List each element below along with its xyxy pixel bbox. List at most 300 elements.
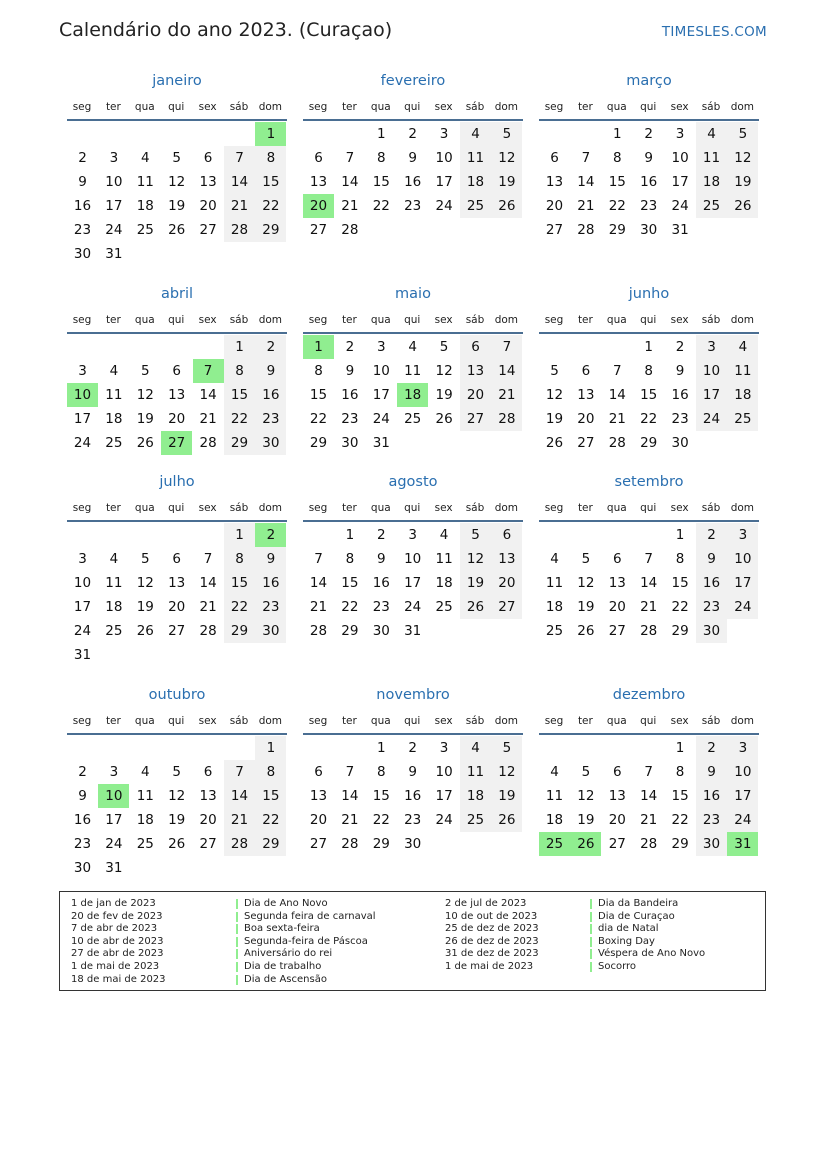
month-name: agosto bbox=[388, 474, 438, 490]
day-cell: 18 bbox=[460, 784, 491, 808]
month-name: janeiro bbox=[152, 73, 202, 89]
day-cell: 11 bbox=[136, 174, 154, 190]
legend-date: 31 de dez de 2023 bbox=[445, 948, 539, 960]
day-cell: 16 bbox=[73, 198, 92, 214]
holiday-marker bbox=[236, 975, 238, 985]
legend-holiday-label: Segunda-feira de Páscoa bbox=[244, 935, 368, 947]
day-cell: 19 bbox=[136, 411, 154, 427]
weekday-header: qua bbox=[134, 715, 155, 727]
day-cell: 8 bbox=[377, 764, 386, 780]
day-cell: 11 bbox=[545, 575, 564, 591]
day-cell: 29 bbox=[640, 435, 658, 451]
day-cell: 3 bbox=[78, 363, 87, 379]
month-divider bbox=[67, 332, 287, 334]
day-cell: 10 bbox=[404, 551, 422, 567]
day-cell: 3 bbox=[109, 150, 119, 166]
day-cell: 17 bbox=[696, 383, 727, 407]
day-cell: 24 bbox=[105, 836, 123, 852]
day-cell: 28 bbox=[224, 218, 255, 242]
day-cell: 4 bbox=[460, 736, 491, 760]
day-cell: 9 bbox=[644, 150, 653, 166]
weekday-header: sáb bbox=[465, 715, 485, 727]
month-divider bbox=[67, 733, 287, 735]
day-cell: 11 bbox=[105, 575, 123, 591]
day-cell: 24 bbox=[435, 198, 453, 214]
month-name: abril bbox=[160, 286, 194, 302]
day-cell: 4 bbox=[550, 764, 559, 780]
day-cell: 8 bbox=[255, 760, 286, 784]
day-cell: 25 bbox=[545, 623, 564, 639]
legend-holiday-name bbox=[236, 923, 376, 936]
day-cell: 16 bbox=[696, 784, 727, 808]
day-cell: 7 bbox=[224, 146, 255, 170]
legend-dates-left bbox=[71, 898, 166, 986]
day-cell: 2 bbox=[78, 150, 87, 166]
day-cell: 12 bbox=[727, 146, 758, 170]
day-cell: 28 bbox=[341, 836, 359, 852]
day-cell: 16 bbox=[255, 571, 286, 595]
day-cell: 13 bbox=[460, 359, 491, 383]
legend-holiday-name bbox=[590, 948, 705, 961]
day-cell: 5 bbox=[172, 150, 181, 166]
day-cell: 14 bbox=[608, 387, 626, 403]
day-cell: 5 bbox=[550, 363, 559, 379]
day-cell: 27 bbox=[309, 222, 328, 238]
day-cell: 14 bbox=[199, 575, 217, 591]
weekday-header: qui bbox=[640, 101, 657, 113]
day-cell: 2 bbox=[78, 764, 87, 780]
day-cell: 18 bbox=[105, 599, 123, 615]
day-cell: 21 bbox=[224, 808, 255, 832]
legend-date: 1 de mai de 2023 bbox=[445, 960, 534, 972]
holiday-day-cell: 1 bbox=[255, 122, 286, 146]
day-cell: 12 bbox=[168, 174, 186, 190]
weekday-header: qui bbox=[640, 314, 657, 326]
day-cell: 9 bbox=[696, 547, 727, 571]
day-cell: 19 bbox=[168, 812, 186, 828]
day-cell: 11 bbox=[460, 760, 491, 784]
day-cell: 14 bbox=[577, 174, 595, 190]
weekday-header: sáb bbox=[701, 314, 721, 326]
day-cell: 10 bbox=[671, 150, 689, 166]
day-cell: 30 bbox=[255, 619, 286, 643]
legend-dates-right bbox=[445, 898, 539, 974]
day-cell: 4 bbox=[439, 527, 449, 543]
day-cell: 20 bbox=[491, 571, 522, 595]
day-cell: 13 bbox=[199, 174, 217, 190]
weekday-header: ter bbox=[341, 314, 357, 326]
day-cell: 13 bbox=[491, 547, 522, 571]
legend-holiday-name bbox=[236, 936, 376, 949]
day-cell: 12 bbox=[136, 575, 154, 591]
day-cell: 28 bbox=[309, 623, 328, 639]
weekday-header: qua bbox=[370, 101, 391, 113]
day-cell: 12 bbox=[136, 387, 154, 403]
weekday-header: sex bbox=[198, 314, 217, 326]
holiday-marker bbox=[590, 949, 592, 959]
day-cell: 27 bbox=[545, 222, 564, 238]
day-cell: 17 bbox=[727, 784, 758, 808]
day-cell: 26 bbox=[136, 435, 154, 451]
weekday-header: qua bbox=[370, 314, 391, 326]
day-cell: 11 bbox=[696, 146, 727, 170]
day-cell: 12 bbox=[545, 387, 564, 403]
day-cell: 28 bbox=[224, 832, 255, 856]
day-cell: 22 bbox=[640, 411, 658, 427]
legend-holiday-name bbox=[590, 923, 705, 936]
holiday-marker bbox=[236, 912, 238, 922]
day-cell: 22 bbox=[255, 808, 286, 832]
day-cell: 7 bbox=[224, 760, 255, 784]
day-cell: 5 bbox=[581, 764, 591, 780]
day-cell: 25 bbox=[136, 222, 154, 238]
day-cell: 19 bbox=[727, 170, 758, 194]
day-cell: 20 bbox=[168, 599, 186, 615]
weekday-header: sáb bbox=[701, 715, 721, 727]
day-cell: 11 bbox=[105, 387, 123, 403]
holiday-marker bbox=[236, 962, 238, 972]
holiday-day-cell: 20 bbox=[303, 194, 334, 218]
month-name: julho bbox=[159, 474, 195, 490]
day-cell: 23 bbox=[404, 812, 422, 828]
legend-holiday-label: Dia de trabalho bbox=[244, 960, 322, 972]
day-cell: 26 bbox=[168, 222, 186, 238]
weekday-header: ter bbox=[577, 715, 593, 727]
day-cell: 10 bbox=[372, 363, 390, 379]
day-cell: 20 bbox=[460, 383, 491, 407]
day-cell: 6 bbox=[491, 523, 522, 547]
weekday-header: sex bbox=[670, 314, 689, 326]
day-cell: 5 bbox=[460, 523, 491, 547]
day-cell: 8 bbox=[644, 363, 653, 379]
weekday-header: qua bbox=[370, 502, 391, 514]
weekday-header: sáb bbox=[229, 715, 249, 727]
weekday-header: dom bbox=[258, 314, 283, 326]
day-cell: 6 bbox=[172, 363, 181, 379]
month-name: março bbox=[626, 73, 672, 89]
day-cell: 11 bbox=[136, 788, 154, 804]
day-cell: 9 bbox=[675, 363, 685, 379]
day-cell: 27 bbox=[199, 222, 217, 238]
weekday-header: qui bbox=[640, 715, 657, 727]
day-cell: 18 bbox=[435, 575, 453, 591]
day-cell: 16 bbox=[255, 383, 286, 407]
day-cell: 23 bbox=[671, 411, 689, 427]
legend-date: 27 de abr de 2023 bbox=[71, 948, 164, 960]
legend-holiday-label: Boa sexta-feira bbox=[244, 923, 320, 935]
day-cell: 3 bbox=[675, 126, 685, 142]
day-cell: 21 bbox=[341, 812, 359, 828]
day-cell: 14 bbox=[341, 788, 359, 804]
day-cell: 19 bbox=[545, 411, 564, 427]
day-cell: 21 bbox=[341, 198, 359, 214]
weekday-header: sáb bbox=[465, 502, 485, 514]
weekday-header: dom bbox=[494, 715, 519, 727]
day-cell: 6 bbox=[172, 551, 181, 567]
day-cell: 21 bbox=[309, 599, 328, 615]
day-cell: 17 bbox=[105, 198, 123, 214]
legend-date: 10 de out de 2023 bbox=[445, 910, 538, 922]
weekday-header: ter bbox=[105, 502, 121, 514]
day-cell: 15 bbox=[224, 383, 255, 407]
day-cell: 5 bbox=[581, 551, 591, 567]
weekday-header: qui bbox=[168, 502, 185, 514]
day-cell: 9 bbox=[696, 760, 727, 784]
day-cell: 14 bbox=[640, 788, 658, 804]
day-cell: 23 bbox=[73, 222, 92, 238]
day-cell: 3 bbox=[109, 764, 119, 780]
month-divider bbox=[539, 733, 759, 735]
day-cell: 1 bbox=[675, 527, 685, 543]
day-cell: 15 bbox=[372, 174, 390, 190]
day-cell: 16 bbox=[696, 571, 727, 595]
day-cell: 31 bbox=[404, 623, 422, 639]
day-cell: 17 bbox=[671, 174, 689, 190]
day-cell: 17 bbox=[435, 788, 453, 804]
day-cell: 2 bbox=[696, 523, 727, 547]
day-cell: 8 bbox=[675, 551, 685, 567]
legend-holiday-name bbox=[590, 961, 705, 974]
month-divider bbox=[539, 332, 759, 334]
legend-holiday-name bbox=[236, 898, 376, 911]
weekday-header: sex bbox=[198, 715, 217, 727]
day-cell: 7 bbox=[345, 150, 355, 166]
weekday-header: seg bbox=[72, 502, 92, 514]
day-cell: 19 bbox=[460, 571, 491, 595]
day-cell: 12 bbox=[577, 575, 595, 591]
day-cell: 15 bbox=[671, 575, 689, 591]
weekday-header: sáb bbox=[701, 101, 721, 113]
day-cell: 19 bbox=[491, 170, 522, 194]
weekday-header: ter bbox=[577, 314, 593, 326]
weekday-header: dom bbox=[494, 314, 519, 326]
day-cell: 10 bbox=[696, 359, 727, 383]
day-cell: 19 bbox=[435, 387, 453, 403]
day-cell: 8 bbox=[224, 547, 255, 571]
day-cell: 30 bbox=[372, 623, 390, 639]
day-cell: 29 bbox=[372, 836, 390, 852]
day-cell: 29 bbox=[224, 619, 255, 643]
month-name: dezembro bbox=[612, 687, 686, 703]
day-cell: 18 bbox=[545, 812, 564, 828]
day-cell: 22 bbox=[255, 194, 286, 218]
day-cell: 17 bbox=[73, 411, 92, 427]
legend-date: 26 de dez de 2023 bbox=[445, 935, 539, 947]
day-cell: 1 bbox=[613, 126, 622, 142]
day-cell: 13 bbox=[608, 788, 626, 804]
day-cell: 2 bbox=[345, 339, 355, 355]
weekday-header: sáb bbox=[229, 314, 249, 326]
day-cell: 30 bbox=[696, 619, 727, 643]
holiday-day-cell: 10 bbox=[67, 383, 98, 407]
month-divider bbox=[67, 119, 287, 121]
day-cell: 15 bbox=[255, 784, 286, 808]
weekday-header: qua bbox=[606, 314, 627, 326]
day-cell: 31 bbox=[105, 860, 123, 876]
day-cell: 9 bbox=[255, 547, 286, 571]
day-cell: 26 bbox=[491, 808, 522, 832]
weekday-header: qui bbox=[404, 715, 421, 727]
holiday-marker bbox=[590, 962, 592, 972]
month-divider bbox=[303, 520, 523, 522]
day-cell: 28 bbox=[640, 836, 658, 852]
day-cell: 26 bbox=[136, 623, 154, 639]
day-cell: 27 bbox=[577, 435, 595, 451]
day-cell: 3 bbox=[727, 523, 758, 547]
day-cell: 29 bbox=[255, 218, 286, 242]
legend-date: 10 de abr de 2023 bbox=[71, 935, 164, 947]
day-cell: 7 bbox=[203, 551, 213, 567]
day-cell: 19 bbox=[136, 599, 154, 615]
weekday-header: sex bbox=[434, 502, 453, 514]
day-cell: 23 bbox=[696, 595, 727, 619]
day-cell: 15 bbox=[608, 174, 626, 190]
day-cell: 20 bbox=[199, 812, 217, 828]
day-cell: 13 bbox=[309, 174, 328, 190]
weekday-header: sáb bbox=[701, 502, 721, 514]
day-cell: 3 bbox=[78, 551, 87, 567]
weekday-header: dom bbox=[730, 101, 755, 113]
day-cell: 20 bbox=[168, 411, 186, 427]
day-cell: 24 bbox=[671, 198, 689, 214]
weekday-header: seg bbox=[544, 502, 564, 514]
day-cell: 1 bbox=[644, 339, 653, 355]
day-cell: 1 bbox=[377, 740, 386, 756]
holiday-legend bbox=[59, 891, 766, 991]
day-cell: 25 bbox=[696, 194, 727, 218]
day-cell: 8 bbox=[345, 551, 355, 567]
day-cell: 1 bbox=[345, 527, 355, 543]
day-cell: 21 bbox=[640, 599, 658, 615]
day-cell: 9 bbox=[78, 174, 87, 190]
day-cell: 5 bbox=[439, 339, 449, 355]
day-cell: 17 bbox=[404, 575, 422, 591]
day-cell: 2 bbox=[377, 527, 386, 543]
weekday-header: qui bbox=[168, 101, 185, 113]
weekday-header: ter bbox=[341, 502, 357, 514]
day-cell: 8 bbox=[613, 150, 622, 166]
weekday-header: dom bbox=[494, 101, 519, 113]
day-cell: 13 bbox=[199, 788, 217, 804]
day-cell: 29 bbox=[608, 222, 626, 238]
day-cell: 4 bbox=[109, 363, 119, 379]
day-cell: 17 bbox=[372, 387, 390, 403]
day-cell: 12 bbox=[435, 363, 453, 379]
day-cell: 21 bbox=[199, 599, 217, 615]
day-cell: 5 bbox=[491, 736, 522, 760]
day-cell: 20 bbox=[545, 198, 564, 214]
day-cell: 23 bbox=[640, 198, 658, 214]
day-cell: 15 bbox=[255, 170, 286, 194]
day-cell: 29 bbox=[309, 435, 328, 451]
day-cell: 7 bbox=[644, 764, 653, 780]
weekday-header: seg bbox=[544, 715, 564, 727]
day-cell: 6 bbox=[314, 150, 323, 166]
holiday-day-cell: 27 bbox=[161, 431, 192, 455]
brand-logo-link[interactable]: TIMESLES.COM bbox=[661, 24, 767, 40]
day-cell: 5 bbox=[141, 551, 150, 567]
weekday-header: qui bbox=[404, 101, 421, 113]
day-cell: 3 bbox=[377, 339, 386, 355]
day-cell: 21 bbox=[577, 198, 595, 214]
day-cell: 9 bbox=[408, 764, 417, 780]
day-cell: 8 bbox=[224, 359, 255, 383]
day-cell: 27 bbox=[608, 836, 626, 852]
day-cell: 26 bbox=[491, 194, 522, 218]
legend-date: 1 de jan de 2023 bbox=[71, 898, 156, 909]
day-cell: 11 bbox=[404, 363, 422, 379]
holiday-marker bbox=[236, 924, 238, 934]
day-cell: 25 bbox=[460, 808, 491, 832]
legend-holiday-label: Véspera de Ano Novo bbox=[598, 948, 706, 960]
day-cell: 26 bbox=[577, 623, 595, 639]
month-divider bbox=[67, 520, 287, 522]
day-cell: 9 bbox=[345, 363, 355, 379]
day-cell: 29 bbox=[671, 836, 689, 852]
weekday-header: sex bbox=[670, 101, 689, 113]
day-cell: 27 bbox=[168, 623, 186, 639]
day-cell: 16 bbox=[671, 387, 689, 403]
legend-holiday-name bbox=[590, 911, 705, 924]
day-cell: 25 bbox=[105, 435, 123, 451]
day-cell: 22 bbox=[671, 812, 689, 828]
day-cell: 24 bbox=[73, 435, 92, 451]
day-cell: 18 bbox=[105, 411, 123, 427]
day-cell: 5 bbox=[141, 363, 150, 379]
day-cell: 2 bbox=[675, 339, 685, 355]
weekday-header: dom bbox=[730, 502, 755, 514]
weekday-header: qua bbox=[606, 101, 627, 113]
day-cell: 24 bbox=[696, 407, 727, 431]
day-cell: 15 bbox=[671, 788, 689, 804]
weekday-header: ter bbox=[577, 101, 593, 113]
day-cell: 14 bbox=[341, 174, 359, 190]
holiday-marker bbox=[590, 924, 592, 934]
day-cell: 2 bbox=[644, 126, 653, 142]
day-cell: 14 bbox=[224, 784, 255, 808]
day-cell: 4 bbox=[550, 551, 559, 567]
month-divider bbox=[539, 119, 759, 121]
day-cell: 21 bbox=[224, 194, 255, 218]
weekday-header: seg bbox=[308, 314, 328, 326]
day-cell: 26 bbox=[545, 435, 564, 451]
weekday-header: sáb bbox=[465, 314, 485, 326]
weekday-header: qua bbox=[134, 101, 155, 113]
day-cell: 13 bbox=[309, 788, 328, 804]
weekday-header: qua bbox=[606, 502, 627, 514]
day-cell: 7 bbox=[581, 150, 591, 166]
day-cell: 3 bbox=[439, 740, 449, 756]
day-cell: 16 bbox=[372, 575, 390, 591]
day-cell: 25 bbox=[105, 623, 123, 639]
day-cell: 6 bbox=[203, 764, 213, 780]
day-cell: 30 bbox=[404, 836, 422, 852]
month-name: setembro bbox=[614, 474, 684, 490]
weekday-header: sáb bbox=[229, 502, 249, 514]
day-cell: 23 bbox=[255, 407, 286, 431]
day-cell: 1 bbox=[224, 523, 255, 547]
weekday-header: qua bbox=[134, 502, 155, 514]
day-cell: 15 bbox=[309, 387, 328, 403]
day-cell: 28 bbox=[491, 407, 522, 431]
day-cell: 20 bbox=[577, 411, 595, 427]
day-cell: 18 bbox=[136, 198, 154, 214]
day-cell: 26 bbox=[460, 595, 491, 619]
legend-holiday-label: Boxing Day bbox=[598, 935, 655, 947]
weekday-header: sex bbox=[434, 314, 453, 326]
day-cell: 4 bbox=[460, 122, 491, 146]
day-cell: 16 bbox=[404, 174, 422, 190]
